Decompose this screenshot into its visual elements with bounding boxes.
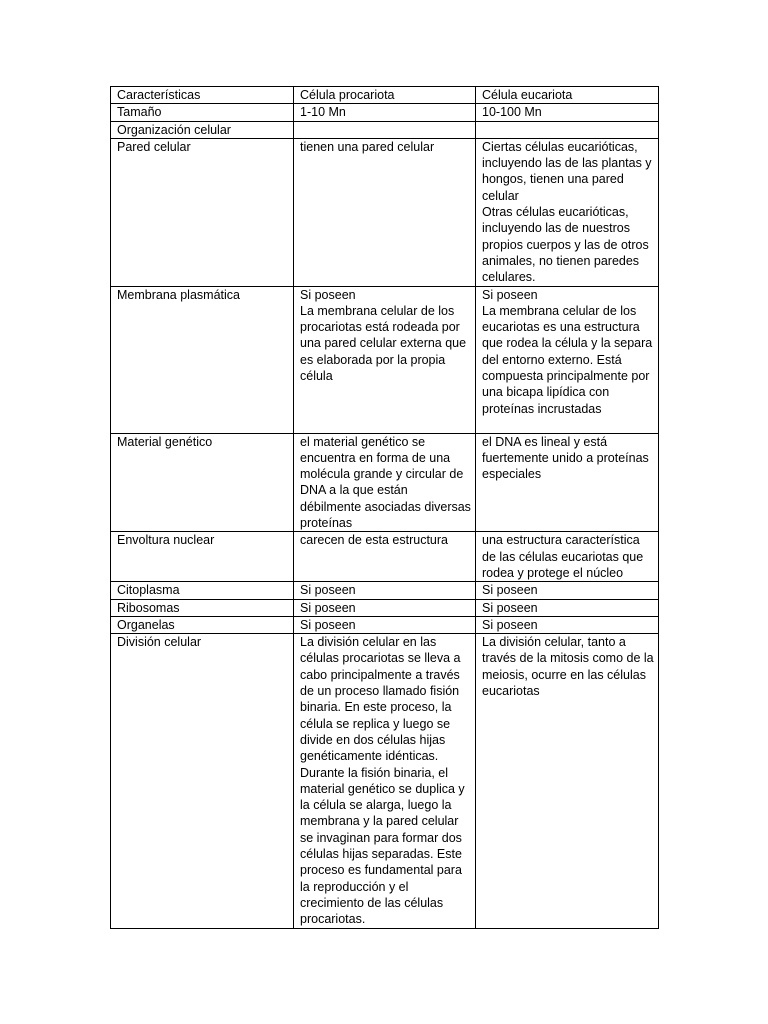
prokaryotic-cell: Si poseen bbox=[294, 616, 476, 633]
eukaryotic-cell: Si poseen La membrana celular de los eucariotas es una estructura que rodea la célula y la separa del entorno externo. Está compuesta principalmente por una bicapa lipídica con proteínas incrustadas bbox=[476, 286, 659, 433]
comparison-table bbox=[110, 86, 659, 929]
prokaryotic-cell: carecen de esta estructura bbox=[294, 532, 476, 582]
row-label: Citoplasma bbox=[111, 582, 294, 599]
header-cell-characteristics: Características bbox=[111, 87, 294, 104]
prokaryotic-cell bbox=[294, 121, 476, 138]
header-cell-eukaryotic: Célula eucariota bbox=[476, 87, 659, 104]
eukaryotic-cell: Si poseen bbox=[476, 616, 659, 633]
prokaryotic-cell: tienen una pared celular bbox=[294, 138, 476, 286]
eukaryotic-cell: el DNA es lineal y está fuertemente unido a proteínas especiales bbox=[476, 433, 659, 532]
prokaryotic-cell: Si poseen bbox=[294, 582, 476, 599]
table-row-cell-division bbox=[111, 634, 659, 929]
row-label: División celular bbox=[111, 634, 294, 929]
table-header-row bbox=[111, 87, 659, 104]
row-label: Organización celular bbox=[111, 121, 294, 138]
prokaryotic-cell: La división celular en las células procariotas se lleva a cabo principalmente a través de un proceso llamado fisión binaria. En este proceso, la célula se replica y luego se divide en dos células hijas genéticamente idénticas. Durante la fisión binaria, el material genético se duplica y la célula se alarga, luego la membrana y la pared celular se invaginan para formar dos células hijas separadas. Este proceso es fundamental para la reproducción y el crecimiento de las células procariotas. bbox=[294, 634, 476, 929]
table-row-cell-organization bbox=[111, 121, 659, 138]
eukaryotic-cell bbox=[476, 121, 659, 138]
eukaryotic-cell: Si poseen bbox=[476, 599, 659, 616]
prokaryotic-cell: 1-10 Mn bbox=[294, 104, 476, 121]
row-label: Membrana plasmática bbox=[111, 286, 294, 433]
row-label: Pared celular bbox=[111, 138, 294, 286]
eukaryotic-cell: Ciertas células eucarióticas, incluyendo las de las plantas y hongos, tienen una pared celular Otras células eucarióticas, incluyendo las de nuestros propios cuerpos y las de otros animales, no tienen paredes celulares. bbox=[476, 138, 659, 286]
prokaryotic-cell: Si poseen La membrana celular de los procariotas está rodeada por una pared celular externa que es elaborada por la propia célula bbox=[294, 286, 476, 433]
table-row-genetic-material bbox=[111, 433, 659, 532]
header-cell-prokaryotic: Célula procariota bbox=[294, 87, 476, 104]
table-row-plasma-membrane bbox=[111, 286, 659, 433]
table-row-cytoplasm bbox=[111, 582, 659, 599]
row-label: Tamaño bbox=[111, 104, 294, 121]
table-row-ribosomes bbox=[111, 599, 659, 616]
table-row-cell-wall bbox=[111, 138, 659, 286]
row-label: Ribosomas bbox=[111, 599, 294, 616]
prokaryotic-cell: Si poseen bbox=[294, 599, 476, 616]
table-row-size bbox=[111, 104, 659, 121]
eukaryotic-cell: 10-100 Mn bbox=[476, 104, 659, 121]
row-label: Material genético bbox=[111, 433, 294, 532]
eukaryotic-cell: La división celular, tanto a través de la mitosis como de la meiosis, ocurre en las células eucariotas bbox=[476, 634, 659, 929]
table-row-nuclear-envelope bbox=[111, 532, 659, 582]
eukaryotic-cell: Si poseen bbox=[476, 582, 659, 599]
table-row-organelles bbox=[111, 616, 659, 633]
prokaryotic-cell: el material genético se encuentra en forma de una molécula grande y circular de DNA a la que están débilmente asociadas diversas proteínas bbox=[294, 433, 476, 532]
eukaryotic-cell: una estructura característica de las células eucariotas que rodea y protege el núcleo bbox=[476, 532, 659, 582]
row-label: Envoltura nuclear bbox=[111, 532, 294, 582]
row-label: Organelas bbox=[111, 616, 294, 633]
